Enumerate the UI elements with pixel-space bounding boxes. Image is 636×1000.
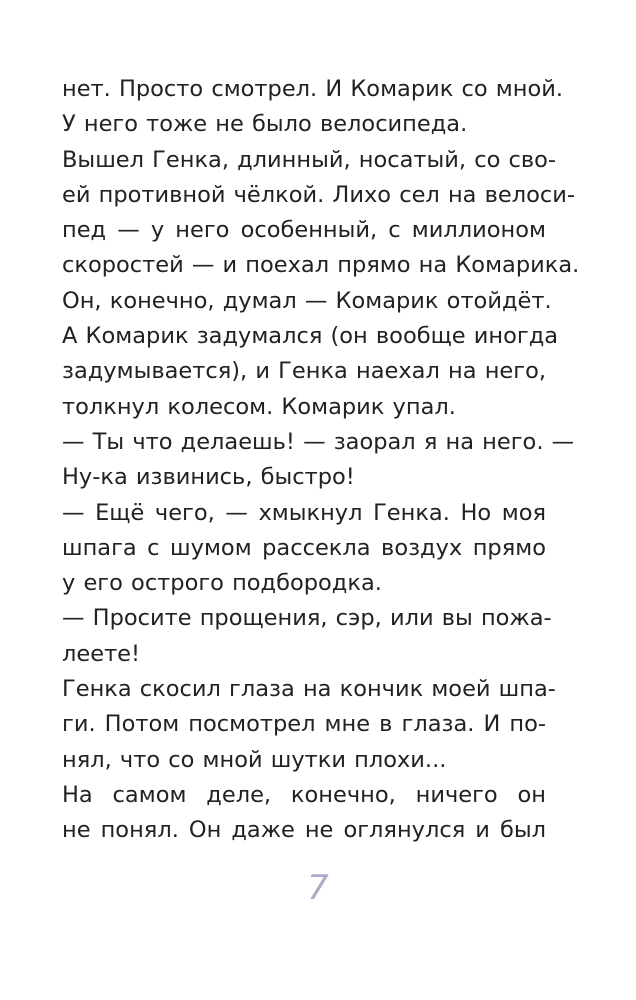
text-line: скоростей — и поехал прямо на Комарика.: [62, 252, 580, 279]
text-line: ей противной чёлкой. Лихо сел на велоси-: [62, 181, 575, 208]
text-line: Он, конечно, думал — Комарик отойдёт.: [62, 287, 552, 314]
text-line: А Комарик задумался (он вообще иногда: [62, 323, 559, 350]
text-line: леете!: [62, 640, 141, 667]
text-line: У него тоже не было велосипеда.: [62, 111, 468, 138]
text-line: задумывается), и Генка наехал на него,: [62, 358, 546, 385]
body-text: [62, 72, 580, 849]
text-line: Ну-ка извинись, быстро!: [62, 464, 355, 491]
page-number: 7: [307, 868, 329, 908]
text-line: у его острого подбородка.: [62, 570, 382, 597]
text-line: не понял. Он даже не оглянулся и был: [62, 817, 546, 844]
text-line: Вышел Генка, длинный, носатый, со сво-: [62, 146, 557, 173]
text-line: — Ты что делаешь! — заорал я на него. —: [62, 428, 575, 455]
text-line: ги. Потом посмотрел мне в глаза. И по-: [62, 711, 546, 738]
text-line: Генка скосил глаза на кончик моей шпа-: [62, 676, 556, 703]
text-line: шпага с шумом рассекла воздух прямо: [62, 534, 546, 561]
text-line: — Просите прощения, сэр, или вы пожа-: [62, 605, 552, 632]
text-line: — Ещё чего, — хмыкнул Генка. Но моя: [62, 499, 546, 526]
text-line: нет. Просто смотрел. И Комарик со мной.: [62, 76, 563, 102]
text-line: нял, что со мной шутки плохи...: [62, 746, 447, 773]
text-line: На самом деле, конечно, ничего он: [62, 781, 546, 808]
text-line: пед — у него особенный, с миллионом: [62, 217, 546, 244]
text-line: толкнул колесом. Комарик упал.: [62, 393, 456, 420]
